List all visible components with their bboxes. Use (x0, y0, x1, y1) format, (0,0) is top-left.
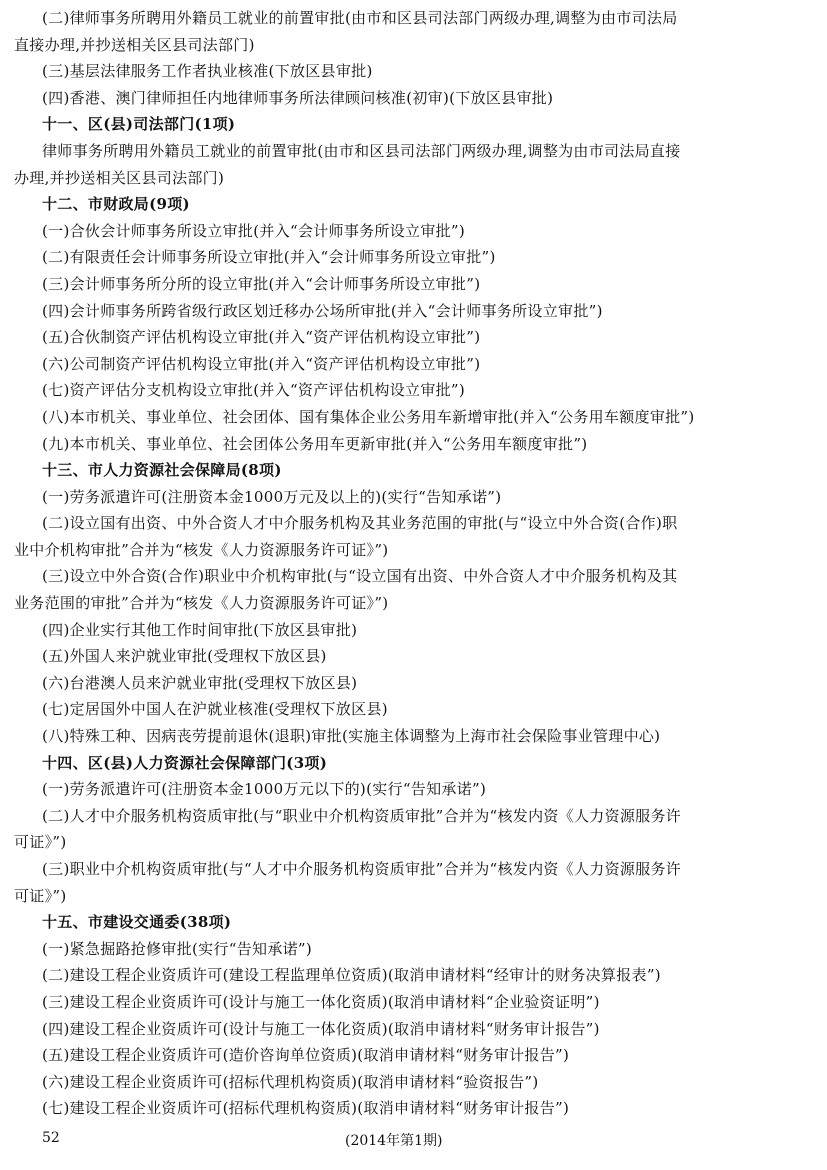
text-line: (二)设立国有出资、中外合资人才中介服务机构及其业务范围的审批(与“设立中外合资(合作)职 (42, 514, 678, 533)
page-number: 52 (42, 1130, 60, 1146)
section-heading: 十二、市财政局(9项) (42, 195, 190, 214)
text-line: (五)建设工程企业资质许可(造价咨询单位资质)(取消申请材料“财务审计报告”) (42, 1046, 570, 1065)
text-line: (八)本市机关、事业单位、社会团体、国有集体企业公务用车新增审批(并入“公务用车额度审批”) (42, 407, 695, 426)
text-line: (三)设立中外合资(合作)职业中介机构审批(与“设立国有出资、中外合资人才中介服务机构及其 (42, 567, 678, 586)
text-line: (七)定居国外中国人在沪就业核准(受理权下放区县) (42, 700, 388, 719)
text-line: 业务范围的审批”合并为“核发《人力资源服务许可证》”) (14, 594, 389, 613)
text-line: (四)会计师事务所跨省级行政区划迁移办公场所审批(并入“会计师事务所设立审批”) (42, 301, 603, 320)
text-line: (九)本市机关、事业单位、社会团体公务用车更新审批(并入“公务用车额度审批”) (42, 434, 588, 453)
text-line: (六)建设工程企业资质许可(招标代理机构资质)(取消申请材料“验资报告”) (42, 1072, 539, 1091)
text-line: (四)建设工程企业资质许可(设计与施工一体化资质)(取消申请材料“财务审计报告”) (42, 1019, 600, 1038)
text-line: (二)有限责任会计师事务所设立审批(并入“会计师事务所设立审批”) (42, 248, 496, 267)
text-line: 直接办理,并抄送相关区县司法部门) (14, 35, 255, 54)
text-line: (五)外国人来沪就业审批(受理权下放区县) (42, 647, 327, 666)
text-line: (七)资产评估分支机构设立审批(并入“资产评估机构设立审批”) (42, 381, 466, 400)
text-line: (四)企业实行其他工作时间审批(下放区县审批) (42, 620, 358, 639)
text-line: (五)合伙制资产评估机构设立审批(并入“资产评估机构设立审批”) (42, 328, 481, 347)
text-line: (六)台港澳人员来沪就业审批(受理权下放区县) (42, 673, 358, 692)
text-line: (三)职业中介机构资质审批(与“人才中介服务机构资质审批”合并为“核发内资《人力资源服务许 (42, 860, 682, 878)
section-heading: 十四、区(县)人力资源社会保障部门(3项) (42, 753, 328, 772)
text-line: (六)公司制资产评估机构设立审批(并入“资产评估机构设立审批”) (42, 354, 481, 373)
text-line: 可证》”) (14, 886, 67, 905)
text-line: (一)合伙会计师事务所设立审批(并入“会计师事务所设立审批”) (42, 221, 466, 240)
section-heading: 十五、市建设交通委(38项) (42, 913, 232, 932)
text-line: (二)律师事务所聘用外籍员工就业的前置审批(由市和区县司法部门两级办理,调整为由市司法局 (42, 9, 678, 27)
text-line: (一)劳务派遣许可(注册资本金1000万元及以上的)(实行“告知承诺”) (42, 487, 502, 506)
text-line: (三)建设工程企业资质许可(设计与施工一体化资质)(取消申请材料“企业验资证明”) (42, 992, 600, 1011)
issue-label: (2014年第1期) (345, 1133, 443, 1149)
text-line: 业中介机构审批”合并为“核发《人力资源服务许可证》”) (14, 540, 389, 559)
section-heading: 十一、区(县)司法部门(1项) (42, 115, 236, 134)
text-line: (三)会计师事务所分所的设立审批(并入“会计师事务所设立审批”) (42, 274, 481, 293)
text-line: 律师事务所聘用外籍员工就业的前置审批(由市和区县司法部门两级办理,调整为由市司法局直接 (42, 141, 681, 160)
text-line: 办理,并抄送相关区县司法部门) (14, 168, 225, 187)
text-line: (二)建设工程企业资质许可(建设工程监理单位资质)(取消申请材料“经审计的财务决算报表”) (42, 966, 661, 985)
page-footer (0, 1126, 827, 1152)
text-line: (七)建设工程企业资质许可(招标代理机构资质)(取消申请材料“财务审计报告”) (42, 1099, 570, 1118)
text-line: 可证》”) (14, 833, 67, 852)
document-body (14, 5, 817, 1122)
text-line: (八)特殊工种、因病丧劳提前退休(退职)审批(实施主体调整为上海市社会保险事业管理中心) (42, 727, 661, 746)
text-line: (四)香港、澳门律师担任内地律师事务所法律顾问核准(初审)(下放区县审批) (42, 88, 554, 107)
text-line: (三)基层法律服务工作者执业核准(下放区县审批) (42, 62, 373, 81)
section-heading: 十三、市人力资源社会保障局(8项) (42, 461, 282, 480)
text-line: (一)劳务派遣许可(注册资本金1000万元以下的)(实行“告知承诺”) (42, 780, 487, 799)
text-line: (一)紧急掘路抢修审批(实行“告知承诺”) (42, 939, 313, 958)
text-line: (二)人才中介服务机构资质审批(与“职业中介机构资质审批”合并为“核发内资《人力资源服务许 (42, 806, 682, 825)
